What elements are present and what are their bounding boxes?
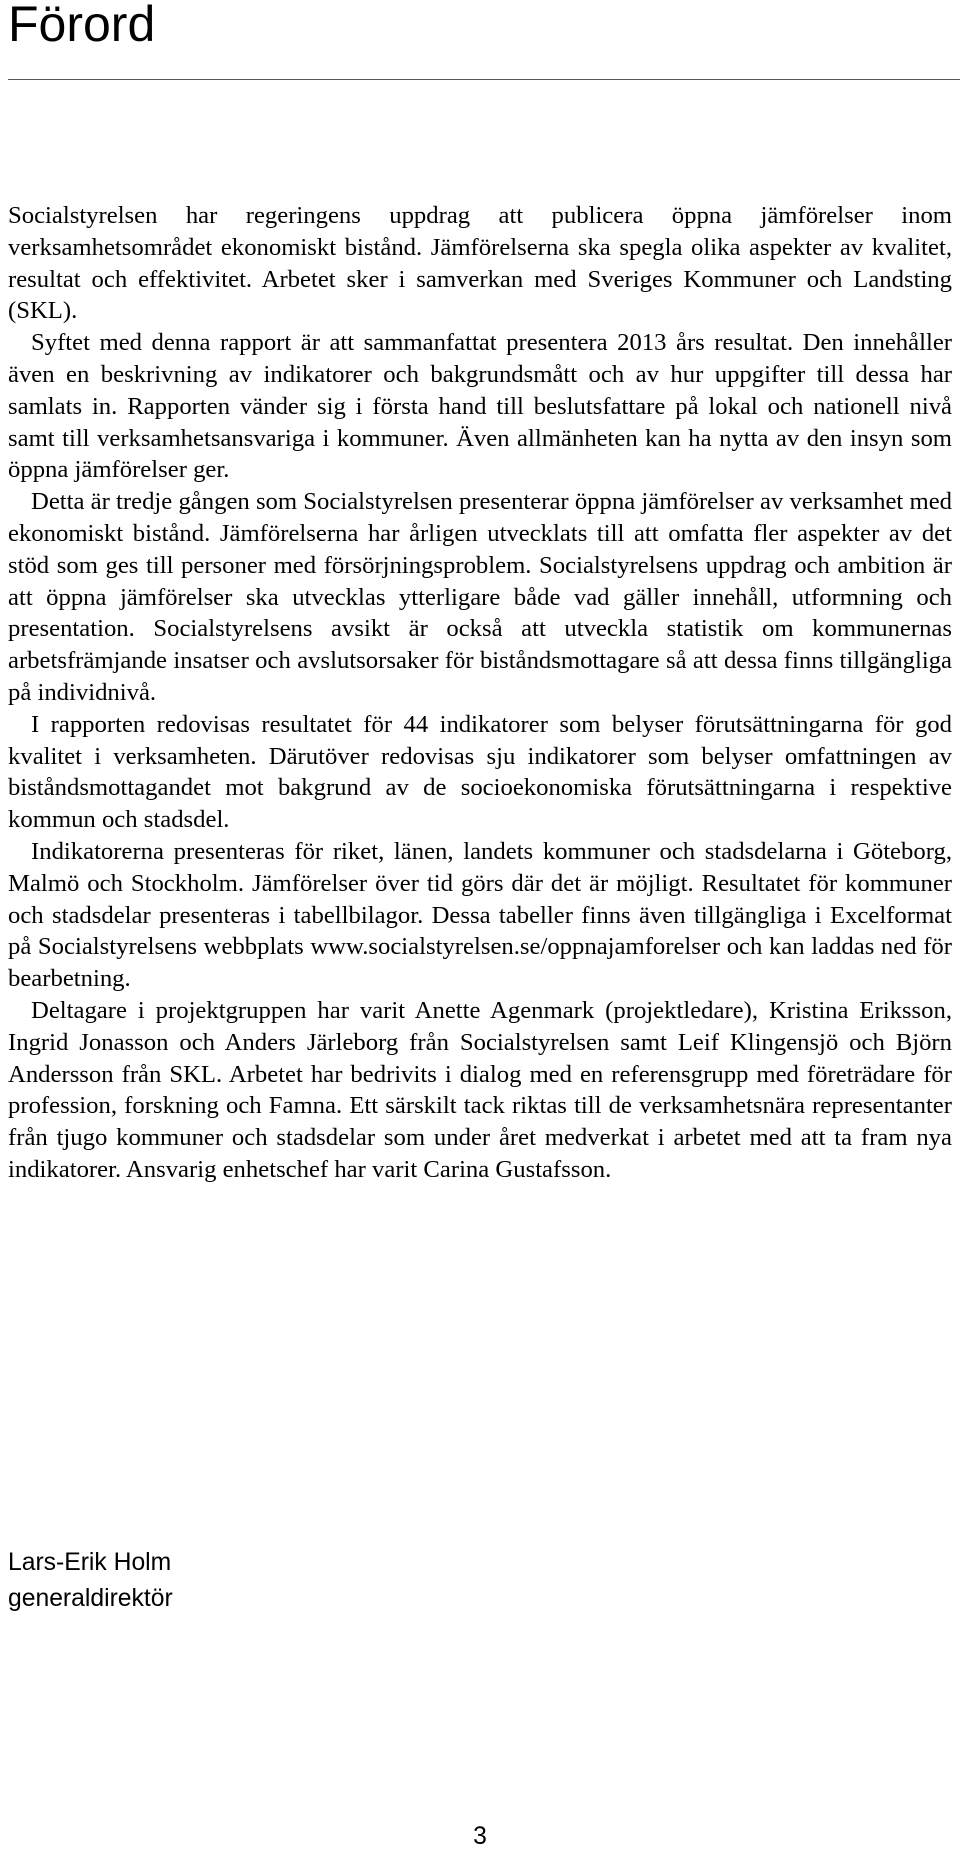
foreword-body (8, 200, 952, 1186)
title-divider (8, 79, 960, 80)
page-title: Förord (8, 0, 156, 52)
paragraph: Socialstyrelsen har regeringens uppdrag att publicera öppna jämförelser inom verksamhetsområdet ekonomiskt bistånd. Jämförelserna ska spegla olika aspekter av kvalitet, resultat och effektivitet. Arbetet sker i samverkan med Sveriges Kommuner och Landsting (SKL). (8, 202, 952, 325)
signatory-name: Lars-Erik Holm (8, 1549, 172, 1576)
paragraph: Indikatorerna presenteras för riket, länen, landets kommuner och stadsdelarna i Göteborg, Malmö och Stockholm. Jämförelser över tid görs där det är möjligt. Resultatet för kommuner och stadsdelar presenteras i tabellbilagor. Dessa tabeller finns även tillgängliga i Excelformat på Socialstyrelsens webbplats www.socialstyrelsen.se/oppnajamforelser och kan laddas ned för bearbetning. (8, 837, 952, 993)
page-number: 3 (473, 1823, 487, 1850)
signatory-title: generaldirektör (8, 1585, 173, 1612)
signature-block (8, 1545, 173, 1617)
paragraph: Detta är tredje gången som Socialstyrelsen presenterar öppna jämförelser av verksamhet med ekonomiskt bistånd. Jämförelserna har årligen utvecklats till att omfatta fler aspekter av det stöd som ges till personer med försörjningsproblem. Socialstyrelsens uppdrag och ambition är att öppna jämförelser ska utvecklas ytterligare både vad gäller innehåll, utformning och presentation. Socialstyrelsens avsikt är också att utveckla statistik om kommunernas arbetsfrämjande insatser och avslutsorsaker för biståndsmottagare så att dessa finns tillgängliga på individnivå. (8, 488, 952, 706)
paragraph: Deltagare i projektgruppen har varit Anette Agenmark (projektledare), Kristina Eriksson, Ingrid Jonasson och Anders Järleborg från Socialstyrelsen samt Leif Klingensjö och Björn Andersson från SKL. Arbetet har bedrivits i dialog med en referensgrupp med företrädare för profession, forskning och Famna. Ett särskilt tack riktas till de verksamhetsnära representanter från tjugo kommuner och stadsdelar som under året medverkat i arbetet med att ta fram nya indikatorer. Ansvarig enhetschef har varit Carina Gustafsson. (8, 996, 952, 1183)
paragraph: Syftet med denna rapport är att sammanfattat presentera 2013 års resultat. Den innehåller även en beskrivning av indikatorer och bakgrundsmått och av hur uppgifter till dessa har samlats in. Rapporten vänder sig i första hand till beslutsfattare på lokal och nationell nivå samt till verksamhetsansvariga i kommuner. Även allmänheten kan ha nytta av den insyn som öppna jämförelser ger. (8, 329, 952, 484)
paragraph: I rapporten redovisas resultatet för 44 indikatorer som belyser förutsättningarna för god kvalitet i verksamheten. Därutöver redovisas sju indikatorer som belyser omfattningen av biståndsmottagandet mot bakgrund av de socioekonomiska förutsättningarna i respektive kommun och stadsdel. (8, 710, 952, 834)
